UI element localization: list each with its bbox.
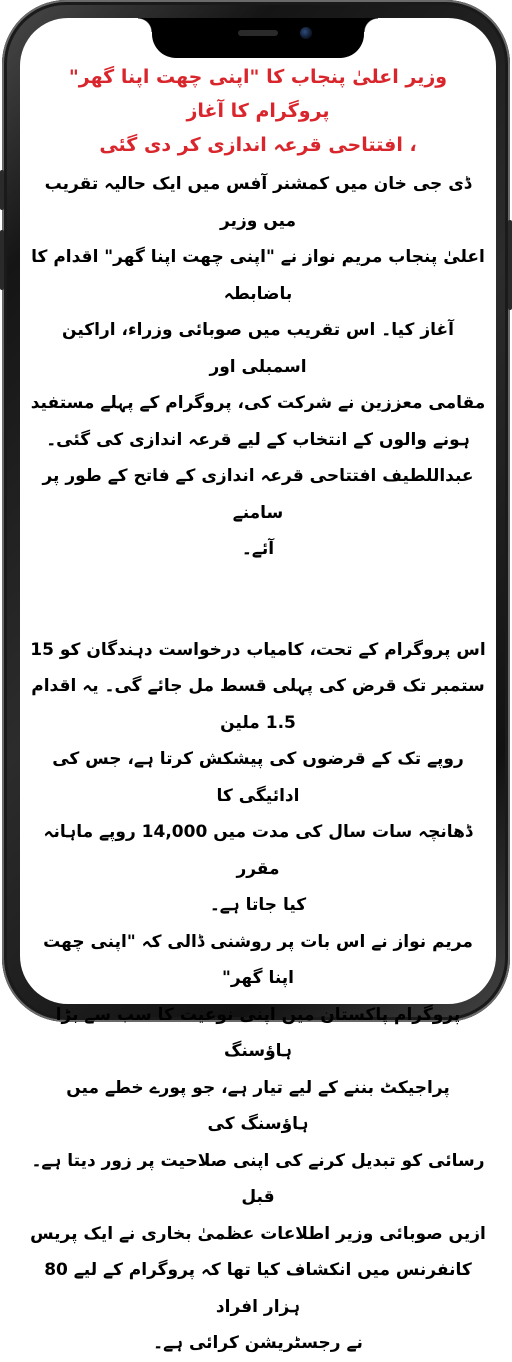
article-paragraph: اس پروگرام کے تحت، کامیاب درخواست دہندگان کو 15 ستمبر تک قرض کی پہلی قسط مل جائے گی۔ یہ اقدام 1.5 ملین روپے تک کے قرضوں کی پیشکش کرتا ہے، جس کی ادائیگی کا ڈھانچہ سات سال کی مدت میں 14,000 روپے ماہانہ مقرر کیا جاتا ہے۔: [30, 639, 486, 915]
camera-icon: [300, 27, 312, 39]
speaker-grille: [238, 30, 278, 36]
volume-button: [0, 230, 4, 290]
article-paragraph: ڈی جی خان میں کمشنر آفس میں ایک حالیہ تقریب میں وزیر اعلیٰ پنجاب مریم نواز نے "اپنی چھت اپنا گھر" اقدام کا باضابطہ آغاز کیا۔ اس تقریب میں صوبائی وزراء، اراکین اسمبلی اور مقامی معززین نے شرکت کی، پروگرام کے پہلے مستفید ہونے والوں کے انتخاب کے لیے قرعہ اندازی کی گئی۔ عبداللطیف افتتاحی قرعہ اندازی کے فاتح کے طور پر سامنے آئے۔: [30, 174, 486, 559]
paragraph-spacer: [30, 568, 486, 632]
article: [30, 60, 486, 1362]
power-button: [508, 220, 512, 310]
notch: [152, 18, 364, 58]
volume-button: [0, 170, 4, 210]
phone-screen[interactable]: [20, 18, 496, 1353]
article-headline: وزیر اعلیٰ پنجاب کا "اپنی چھت اپنا گھر" پروگرام کا آغاز ، افتتاحی قرعہ اندازی کر دی گئی: [68, 66, 448, 156]
article-paragraph: مریم نواز نے اس بات پر روشنی ڈالی کہ "اپنی چھت اپنا گھر" پروگرام پاکستان میں اپنی نوعیت کا سب سے بڑا ہاؤسنگ پراجیکٹ بننے کے لیے تیار ہے، جو پورے خطے میں ہاؤسنگ کی رسائی کو تبدیل کرنے کی اپنی صلاحیت پر زور دیتا ہے۔ قبل ازیں صوبائی وزیر اطلاعات عظمیٰ بخاری نے ایک پریس کانفرنس میں انکشاف کیا تھا کہ پروگرام کے لیے 80 ہزار افراد نے رجسٹریشن کرائی ہے۔: [30, 931, 486, 1353]
phone-frame: [2, 0, 510, 1353]
